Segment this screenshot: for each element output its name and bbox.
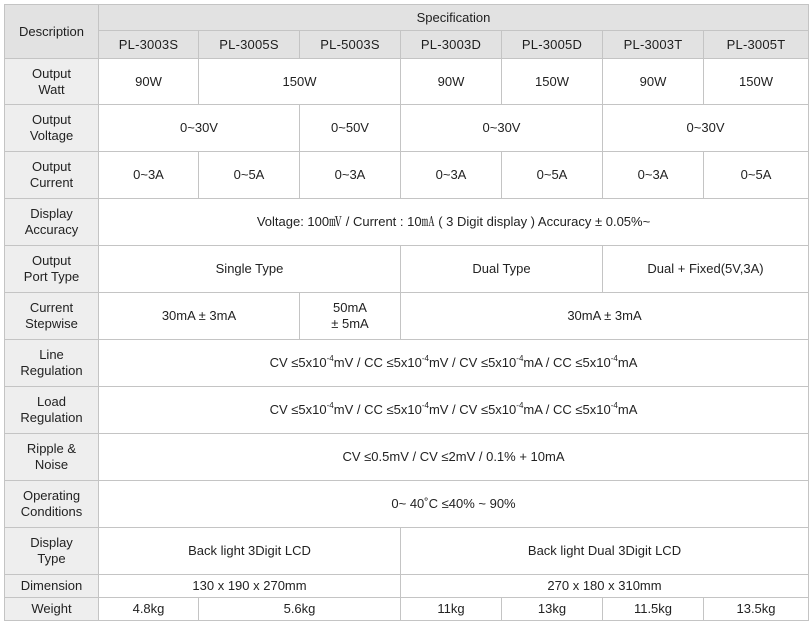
spec-value: 4.8kg [99,598,199,621]
spec-value: 13.5kg [704,598,809,621]
model-header: PL-3003T [603,31,704,59]
row-label: Display Type [5,528,99,575]
spec-value: 11kg [401,598,502,621]
model-header: PL-3003S [99,31,199,59]
row-operating-conditions [5,481,809,528]
specification-table [4,4,809,621]
row-label: Output Port Type [5,246,99,293]
row-label: Line Regulation [5,340,99,387]
row-label: Display Accuracy [5,199,99,246]
row-ripple-noise [5,434,809,481]
spec-value: 0~30V [401,105,603,152]
spec-value: 50mA ± 5mA [300,293,401,340]
spec-value: 130 x 190 x 270mm [99,575,401,598]
description-header: Description [5,5,99,59]
specification-header: Specification [99,5,809,31]
spec-value: 150W [502,59,603,105]
row-dimension [5,575,809,598]
row-output-port-type [5,246,809,293]
spec-value: Dual + Fixed(5V,3A) [603,246,809,293]
spec-value: 270 x 180 x 310mm [401,575,809,598]
spec-value: Back light Dual 3Digit LCD [401,528,809,575]
row-output-voltage [5,105,809,152]
spec-value: 0~5A [704,152,809,199]
spec-value: 0~3A [401,152,502,199]
row-line-regulation [5,340,809,387]
row-label: Dimension [5,575,99,598]
model-header: PL-3005D [502,31,603,59]
spec-value: CV $\le 5x10^{-4}mV$ / CC $\le 5x10^{-4}mV$ / CV $\le 5x10^{-4}mA$ / CC $\le 5x10^{-4}mA$ [99,340,809,387]
spec-value: 150W [199,59,401,105]
row-label: Load Regulation [5,387,99,434]
spec-value: Dual Type [401,246,603,293]
row-label: Weight [5,598,99,621]
spec-value: 0~50V [300,105,401,152]
row-display-type [5,528,809,575]
spec-value: 11.5kg [603,598,704,621]
row-weight [5,598,809,621]
spec-value: 5.6kg [199,598,401,621]
spec-value: Back light 3Digit LCD [99,528,401,575]
header-row-models [5,31,809,59]
spec-value: 0~5A [502,152,603,199]
spec-value: CV ≤0.5mV / CV ≤2mV / 0.1% + 10mA [99,434,809,481]
spec-value: 90W [603,59,704,105]
row-label: Output Current [5,152,99,199]
spec-value: Voltage: 100㎷ / Current : 10㎃ ( 3 Digit display ) Accuracy ± 0.05%~ [99,199,809,246]
spec-value: 0~30V [603,105,809,152]
spec-value: 13kg [502,598,603,621]
row-label: Current Stepwise [5,293,99,340]
model-header: PL-3005S [199,31,300,59]
spec-value: 0~ 40˚C ≤40% ~ 90% [99,481,809,528]
row-label: Operating Conditions [5,481,99,528]
spec-value: 0~3A [603,152,704,199]
row-label: Output Watt [5,59,99,105]
spec-value: 0~3A [99,152,199,199]
row-label: Ripple & Noise [5,434,99,481]
spec-value: 30mA ± 3mA [99,293,300,340]
header-row-top [5,5,809,31]
spec-value: CV $\le 5x10^{-4}mV$ / CC $\le 5x10^{-4}mV$ / CV $\le 5x10^{-4}mA$ / CC $\le 5x10^{-4}mA$ [99,387,809,434]
spec-value: 150W [704,59,809,105]
spec-value: 0~30V [99,105,300,152]
row-output-current [5,152,809,199]
model-header: PL-3005T [704,31,809,59]
model-header: PL-5003S [300,31,401,59]
row-display-accuracy [5,199,809,246]
row-label: Output Voltage [5,105,99,152]
spec-value: 0~3A [300,152,401,199]
spec-value: 30mA ± 3mA [401,293,809,340]
model-header: PL-3003D [401,31,502,59]
row-load-regulation [5,387,809,434]
spec-value: Single Type [99,246,401,293]
row-output-watt [5,59,809,105]
spec-value: 0~5A [199,152,300,199]
spec-table-container [4,4,809,621]
spec-value: 90W [401,59,502,105]
row-current-stepwise [5,293,809,340]
spec-value: 90W [99,59,199,105]
